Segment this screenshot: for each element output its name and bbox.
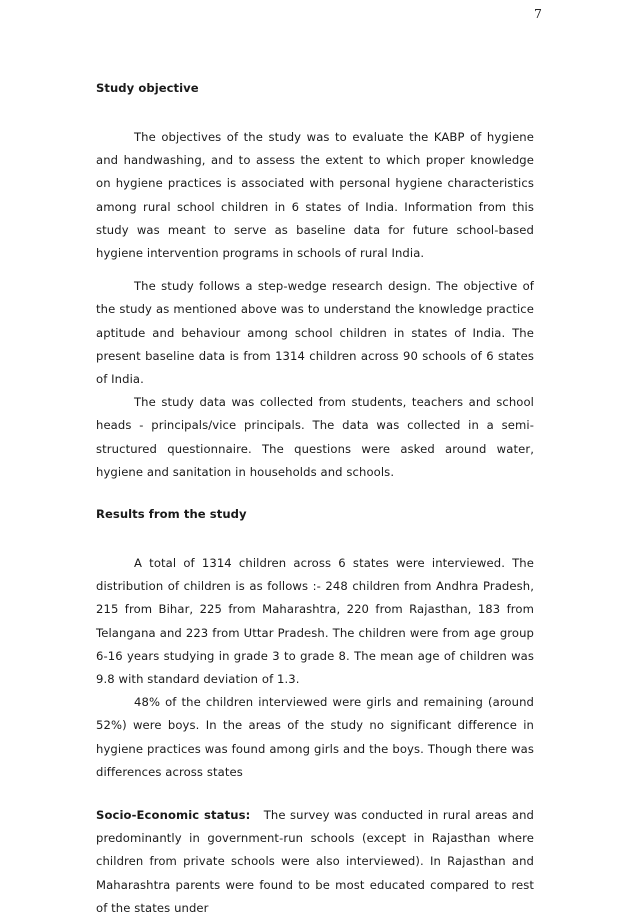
heading-results: Results from the study <box>96 507 247 522</box>
results-paragraph-2: 48% of the children interviewed were girls and remaining (around 52%) were boys. In the areas of the study no significant difference in hygiene practices was found among girls and the boys. Though there was differences across states <box>96 695 534 779</box>
socio-economic-text: The survey was conducted in rural areas and predominantly in government-run schools (except in Rajasthan where children from private schools were also interviewed). In Rajasthan and Maharashtra parents were found to be most educated compared to rest of the states under <box>96 808 535 915</box>
socio-economic-paragraph <box>96 804 534 920</box>
page-number: 7 <box>534 6 542 21</box>
socio-economic-label: Socio-Economic status: <box>96 808 251 823</box>
objective-paragraph-1: The objectives of the study was to evaluate the KABP of hygiene and handwashing, and to assess the extent to which proper knowledge on hygiene practices is associated with personal hygiene characteristics among rural school children in 6 states of India. Information from this study was meant to serve as baseline data for future school-based hygiene intervention programs in schools of rural India. <box>96 130 534 261</box>
heading-study-objective: Study objective <box>96 81 199 95</box>
objective-paragraph-2: The study follows a step-wedge research design. The objective of the study as mentioned above was to understand the knowledge practice aptitude and behaviour among school children in states of India. The present baseline data is from 1314 children across 90 schools of 6 states of India. <box>96 279 534 387</box>
document-body <box>96 78 534 920</box>
objective-paragraph-3: The study data was collected from students, teachers and school heads - principals/vice principals. The data was collected in a semi-structured questionnaire. The questions were asked around water, hygiene and sanitation in households and schools. <box>96 395 534 479</box>
results-paragraph-1: A total of 1314 children across 6 states were interviewed. The distribution of children is as follows :- 248 children from Andhra Pradesh, 215 from Bihar, 225 from Maharashtra, 220 from Rajasthan, 183 from Telangana and 223 from Uttar Pradesh. The children were from age group 6-16 years studying in grade 3 to grade 8. The mean age of children was 9.8 with standard deviation of 1.3. <box>96 556 534 687</box>
